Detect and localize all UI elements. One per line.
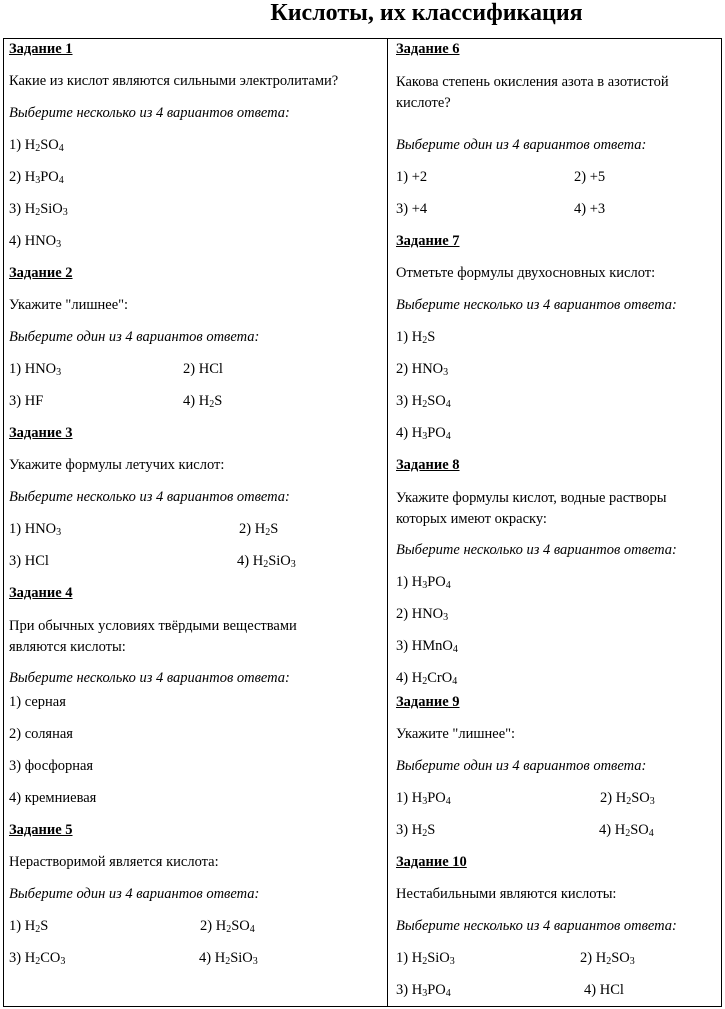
answer-option[interactable]: 4) $H_2S$ <box>183 393 223 410</box>
task-question: Укажите формулы летучих кислот: <box>9 457 225 473</box>
task-instruction: Выберите один из 4 вариантов ответа: <box>9 886 260 902</box>
task-instruction: Выберите несколько из 4 вариантов ответа: <box>9 670 290 686</box>
task-heading: Задание 3 <box>9 425 73 441</box>
task-instruction: Выберите один из 4 вариантов ответа: <box>9 329 260 345</box>
answer-option[interactable]: 2) $H_2SO_4$ <box>200 918 255 935</box>
answer-option[interactable]: 1) $H_2SiO_3$ <box>396 950 455 967</box>
answer-option[interactable]: 2) $HNO_3$ <box>396 606 449 623</box>
task-instruction: Выберите несколько из 4 вариантов ответа: <box>396 542 677 558</box>
task-question: При обычных условиях твёрдыми веществами являются кислоты: <box>9 618 297 655</box>
answer-option[interactable]: 2) соляная <box>9 726 73 742</box>
answer-option[interactable]: 2) $H_2S$ <box>239 521 279 538</box>
answer-option[interactable]: 4) $H_2CrO_4$ <box>396 670 458 687</box>
answer-option[interactable]: 3) $H_2S$ <box>396 822 436 839</box>
answer-option[interactable]: 3) $H_3PO_4$ <box>396 982 451 999</box>
answer-option[interactable]: 1) $H_2SO_4$ <box>9 137 64 154</box>
task-instruction: Выберите несколько из 4 вариантов ответа: <box>396 918 677 934</box>
answer-option[interactable]: 3) $H_2SiO_3$ <box>9 201 68 218</box>
task-instruction: Выберите один из 4 вариантов ответа: <box>396 758 647 774</box>
answer-option[interactable]: 3) HF <box>9 393 44 409</box>
page-title: Кислоты, их классификация <box>270 0 583 26</box>
answer-option[interactable]: 4) $H_2SiO_3$ <box>199 950 258 967</box>
task-question: Укажите "лишнее": <box>396 726 516 742</box>
task-question: Отметьте формулы двухосновных кислот: <box>396 265 656 281</box>
task-heading: Задание 4 <box>9 585 73 601</box>
answer-option[interactable]: 4) $H_3PO_4$ <box>396 425 451 442</box>
answer-option[interactable]: 2) $HNO_3$ <box>396 361 449 378</box>
answer-option[interactable]: 4) HCl <box>584 982 624 998</box>
answer-option[interactable]: 3) $H_2SO_4$ <box>396 393 451 410</box>
answer-option[interactable]: 1) $H_2S$ <box>396 329 436 346</box>
task-instruction: Выберите несколько из 4 вариантов ответа: <box>396 297 677 313</box>
task-heading: Задание 10 <box>396 854 467 870</box>
answer-option[interactable]: 2) +5 <box>574 169 606 185</box>
task-heading: Задание 1 <box>9 41 73 57</box>
task-heading: Задание 6 <box>396 41 460 57</box>
answer-option[interactable]: 2) $H_2SO_3$ <box>580 950 635 967</box>
answer-option[interactable]: 4) +3 <box>574 201 606 217</box>
answer-option[interactable]: 4) $HNO_3$ <box>9 233 62 250</box>
task-heading: Задание 5 <box>9 822 73 838</box>
task-question: Укажите "лишнее": <box>9 297 129 313</box>
task-question: Укажите формулы кислот, водные растворы которых имеют окраску: <box>396 490 667 527</box>
answer-option[interactable]: 1) $HNO_3$ <box>9 361 62 378</box>
answer-option[interactable]: 1) серная <box>9 694 66 710</box>
task-question: Нерастворимой является кислота: <box>9 854 219 870</box>
task-heading: Задание 9 <box>396 694 460 710</box>
answer-option[interactable]: 1) $HNO_3$ <box>9 521 62 538</box>
task-heading: Задание 2 <box>9 265 73 281</box>
answer-option[interactable]: 3) фосфорная <box>9 758 94 774</box>
task-instruction: Выберите один из 4 вариантов ответа: <box>396 137 647 153</box>
task-heading: Задание 7 <box>396 233 460 249</box>
answer-option[interactable]: 2) $H_3PO_4$ <box>9 169 64 186</box>
answer-option[interactable]: 4) $H_2SO_4$ <box>599 822 654 839</box>
answer-option[interactable]: 2) $H_2SO_3$ <box>600 790 655 807</box>
task-instruction: Выберите несколько из 4 вариантов ответа: <box>9 105 290 121</box>
column-divider <box>387 38 388 1007</box>
answer-option[interactable]: 1) $H_2S$ <box>9 918 49 935</box>
task-heading: Задание 8 <box>396 457 460 473</box>
task-instruction: Выберите несколько из 4 вариантов ответа: <box>9 489 290 505</box>
answer-option[interactable]: 1) $H_3PO_4$ <box>396 790 451 807</box>
answer-option[interactable]: 1) $H_3PO_4$ <box>396 574 451 591</box>
task-question: Какова степень окисления азота в азотистой кислоте? <box>396 74 669 111</box>
answer-option[interactable]: 2) HCl <box>183 361 223 377</box>
answer-option[interactable]: 1) +2 <box>396 169 428 185</box>
answer-option[interactable]: 3) +4 <box>396 201 428 217</box>
answer-option[interactable]: 3) HMnO$_4$ <box>396 638 458 655</box>
answer-option[interactable]: 4) кремниевая <box>9 790 97 806</box>
answer-option[interactable]: 4) $H_2SiO_3$ <box>237 553 296 570</box>
answer-option[interactable]: 3) $H_2CO_3$ <box>9 950 66 967</box>
task-question: Какие из кислот являются сильными электролитами? <box>9 73 339 89</box>
task-question: Нестабильными являются кислоты: <box>396 886 617 902</box>
answer-option[interactable]: 3) HCl <box>9 553 49 569</box>
